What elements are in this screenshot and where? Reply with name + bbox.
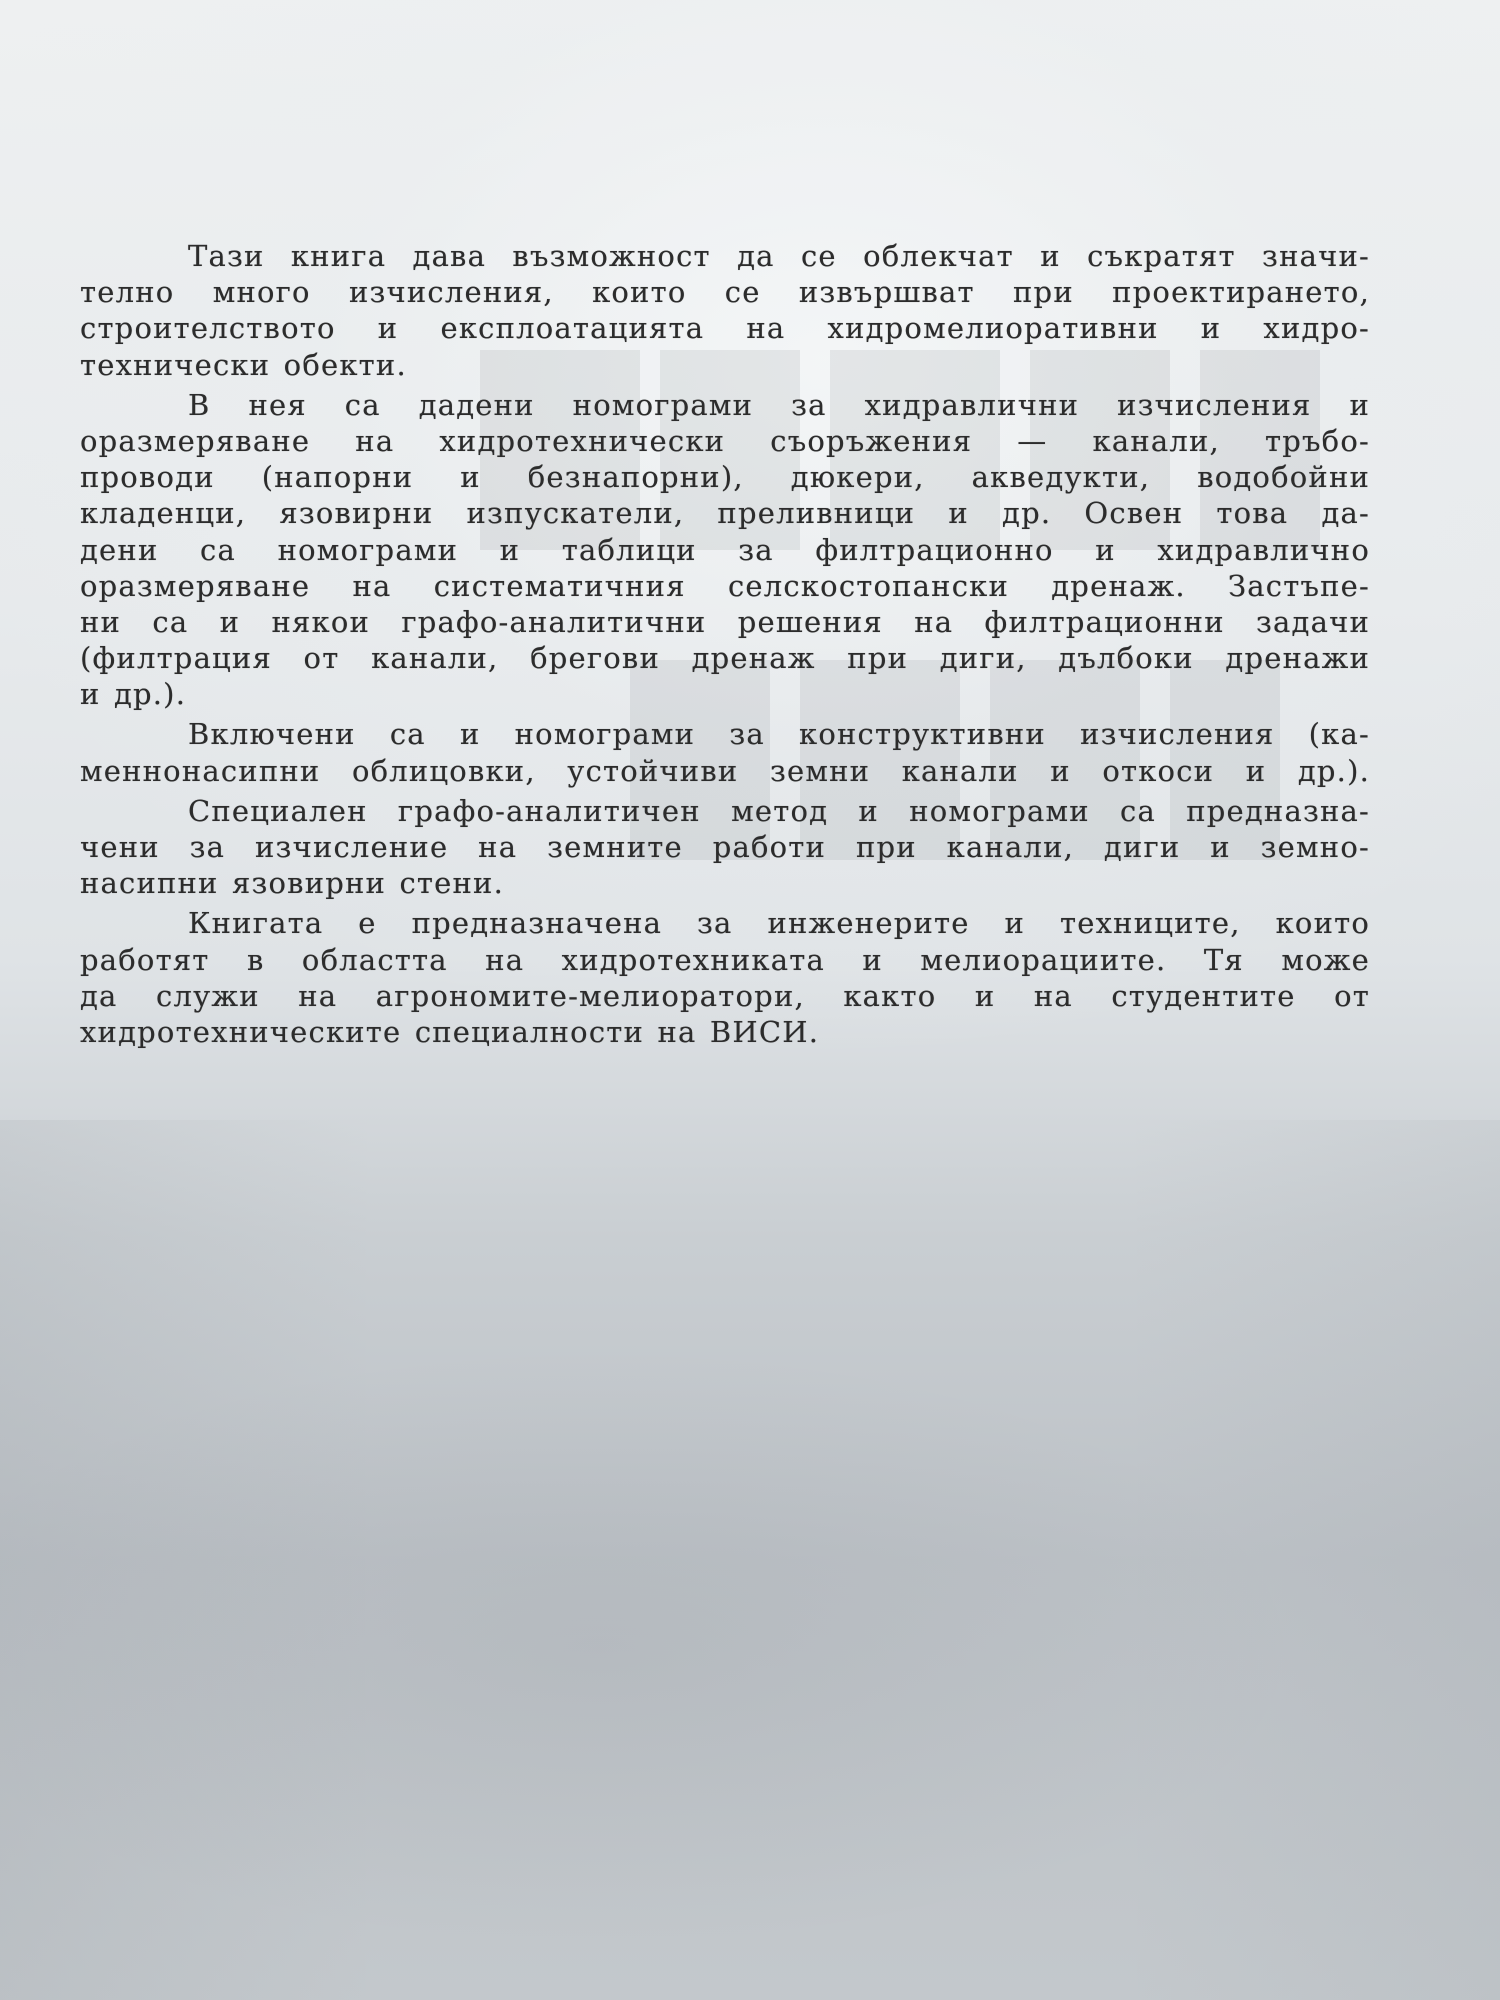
text-line: телно много изчисления, които се извършват при проектирането, — [80, 275, 1370, 310]
text-line: меннонасипни облицовки, устойчиви земни канали и откоси и др.). — [80, 753, 1370, 788]
paragraph-5 — [80, 905, 1370, 1050]
text-line: дени са номограми и таблици за филтрационно и хидравлично — [80, 532, 1370, 567]
paragraph-2 — [80, 387, 1370, 713]
text-line: кладенци, язовирни изпускатели, преливници и др. Освен това да- — [80, 496, 1370, 531]
text-line: проводи (напорни и безнапорни), дюкери, акведукти, водобойни — [80, 460, 1370, 495]
text-line: оразмеряване на систематичния селскостопански дренаж. Застъпе- — [80, 568, 1370, 603]
paragraph-3 — [80, 716, 1370, 788]
text-line: оразмеряване на хидротехнически съоръжения — канали, тръбо- — [80, 423, 1370, 458]
page-shadow — [0, 1120, 1500, 2000]
text-line: строителството и експлоатацията на хидромелиоративни и хидро- — [80, 311, 1370, 346]
text-line: насипни язовирни стени. — [80, 866, 504, 901]
text-line: Книгата е предназначена за инженерите и техниците, които — [188, 906, 1370, 941]
text-line: В нея са дадени номограми за хидравлични изчисления и — [188, 387, 1370, 422]
paragraph-4 — [80, 793, 1370, 902]
text-line: Тази книга дава възможност да се облекчат и съкратят значи- — [188, 239, 1370, 273]
text-line: Включени са и номограми за конструктивни изчисления (ка- — [188, 717, 1370, 752]
text-line: да служи на агрономите-мелиоратори, както и на студентите от — [80, 978, 1370, 1013]
text-line: хидротехническите специалности на ВИСИ. — [80, 1014, 820, 1049]
body-text — [80, 238, 1370, 1054]
text-line: технически обекти. — [80, 347, 407, 382]
text-line: (филтрация от канали, брегови дренаж при диги, дълбоки дренажи — [80, 641, 1370, 676]
text-line: ни са и някои графо-аналитични решения на филтрационни задачи — [80, 604, 1370, 639]
paragraph-1 — [80, 238, 1370, 383]
text-line: Специален графо-аналитичен метод и номограми са предназна- — [188, 793, 1370, 828]
text-line: чени за изчисление на земните работи при канали, диги и земно- — [80, 830, 1370, 864]
text-line: и др.). — [80, 677, 187, 712]
text-line: работят в областта на хидротехниката и мелиорациите. Тя може — [80, 942, 1370, 977]
